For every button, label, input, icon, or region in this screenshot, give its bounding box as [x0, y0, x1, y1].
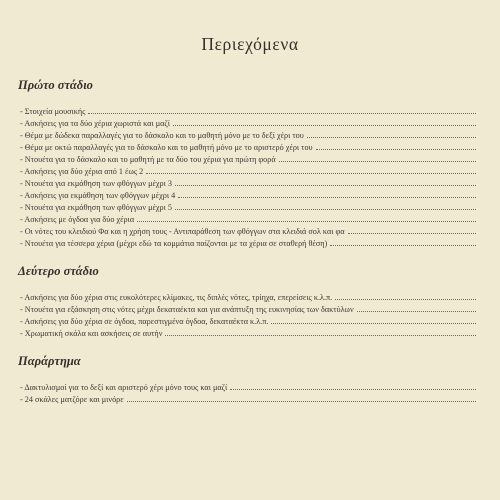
dot-leader — [316, 148, 476, 150]
toc-entry-text: - Ασκήσεις για δύο χέρια στις ευκολότερες κλίμακες, τις διπλές νότες, τρίηχα, επερείσεις κ.λ.π. — [20, 293, 333, 302]
page-title: Περιεχόμενα — [201, 34, 299, 54]
dot-leader — [279, 160, 476, 162]
toc-entry[interactable] — [20, 178, 478, 189]
toc-entry[interactable] — [20, 328, 478, 339]
toc-entry-text: - Ντουέτα για εκμάθηση των φθόγγων μέχρι 5 — [20, 203, 172, 212]
toc-entry[interactable] — [20, 130, 478, 141]
toc-entry-text: - Ντουέτα για εξάσκηση στις νότες μέχρι δεκαταέκτα και για ανάπτυξη της ευκινησίας των δακτύλων — [20, 305, 354, 314]
dot-leader — [165, 334, 476, 336]
toc-entry-text: - Ασκήσεις με όγδοα για δύο χέρια — [20, 215, 135, 224]
dot-leader — [137, 220, 476, 222]
toc-entry-text: - Ασκήσεις για εκμάθηση των φθόγγων μέχρι 4 — [20, 191, 176, 200]
dot-leader — [335, 298, 476, 300]
toc-entry[interactable] — [20, 226, 478, 237]
toc-entry-text: - Χρωματική σκάλα και ασκήσεις σε αυτήν — [20, 329, 163, 338]
toc-entry[interactable] — [20, 190, 478, 201]
dot-leader — [178, 196, 476, 198]
toc-entry-text: - Θέμα με οκτώ παραλλαγές για το δάσκαλο και το μαθητή μόνο με το αριστερό χέρι του — [20, 143, 313, 152]
toc-entry[interactable] — [20, 394, 478, 405]
dot-leader — [175, 208, 476, 210]
toc-entry[interactable] — [20, 316, 478, 327]
toc-entry-text: - Οι νότες του κλειδιού Φα και η χρήση τους - Αντιπαράθεση των φθόγγων στα κλειδιά σολ και φα — [20, 227, 345, 236]
toc-entry[interactable] — [20, 214, 478, 225]
toc-entry[interactable] — [20, 238, 478, 249]
dot-leader — [307, 136, 476, 138]
section-heading-second-stage: Δεύτερο στάδιο — [18, 264, 99, 278]
dot-leader — [173, 124, 476, 126]
toc-entry[interactable] — [20, 154, 478, 165]
dot-leader — [88, 112, 476, 114]
dot-leader — [230, 388, 476, 390]
toc-entry[interactable] — [20, 166, 478, 177]
dot-leader — [175, 184, 476, 186]
toc-entry-text: - Δακτυλισμοί για το δεξί και αριστερό χέρι μόνο τους και μαζί — [20, 383, 228, 392]
toc-entry[interactable] — [20, 304, 478, 315]
dot-leader — [357, 310, 476, 312]
dot-leader — [146, 172, 476, 174]
section-heading-appendix: Παράρτημα — [18, 354, 81, 368]
toc-entry-text: - Ασκήσεις για δύο χέρια σε όγδοα, παρεστιγμένα όγδοα, δεκαταέκτα κ.λ.π. — [20, 317, 269, 326]
section-heading-first-stage: Πρώτο στάδιο — [18, 78, 93, 92]
toc-entry[interactable] — [20, 382, 478, 393]
toc-entry-text: - Θέμα με δώδεκα παραλλαγές για το δάσκαλο και το μαθητή μόνο με το δεξί χέρι του — [20, 131, 304, 140]
toc-entry[interactable] — [20, 106, 478, 117]
toc-entry-text: - Ασκήσεις για τα δύο χέρια χωριστά και μαζί — [20, 119, 170, 128]
dot-leader — [348, 232, 476, 234]
dot-leader — [330, 244, 476, 246]
toc-entry-text: - 24 σκάλες ματζόρε και μινόρε — [20, 395, 124, 404]
toc-entry-text: - Στοιχεία μουσικής — [20, 107, 86, 116]
toc-entry-text: - Ντουέτα για τέσσερα χέρια (μέχρι εδώ τα κομμάτια παίζονται με τα χέρια σε σταθερή θέση) — [20, 239, 328, 248]
toc-entry-text: - Ντουέτα για το δάσκαλο και το μαθητή με τα δύο του χέρια για πρώτη φορά — [20, 155, 276, 164]
toc-entry[interactable] — [20, 142, 478, 153]
toc-entry[interactable] — [20, 202, 478, 213]
toc-entry-text: - Ντουέτα για εκμάθηση των φθόγγων μέχρι 3 — [20, 179, 172, 188]
toc-entry[interactable] — [20, 118, 478, 129]
dot-leader — [127, 400, 476, 402]
dot-leader — [271, 322, 476, 324]
toc-entry-text: - Ασκήσεις για δύο χέρια από 1 έως 2 — [20, 167, 144, 176]
toc-entry[interactable] — [20, 292, 478, 303]
